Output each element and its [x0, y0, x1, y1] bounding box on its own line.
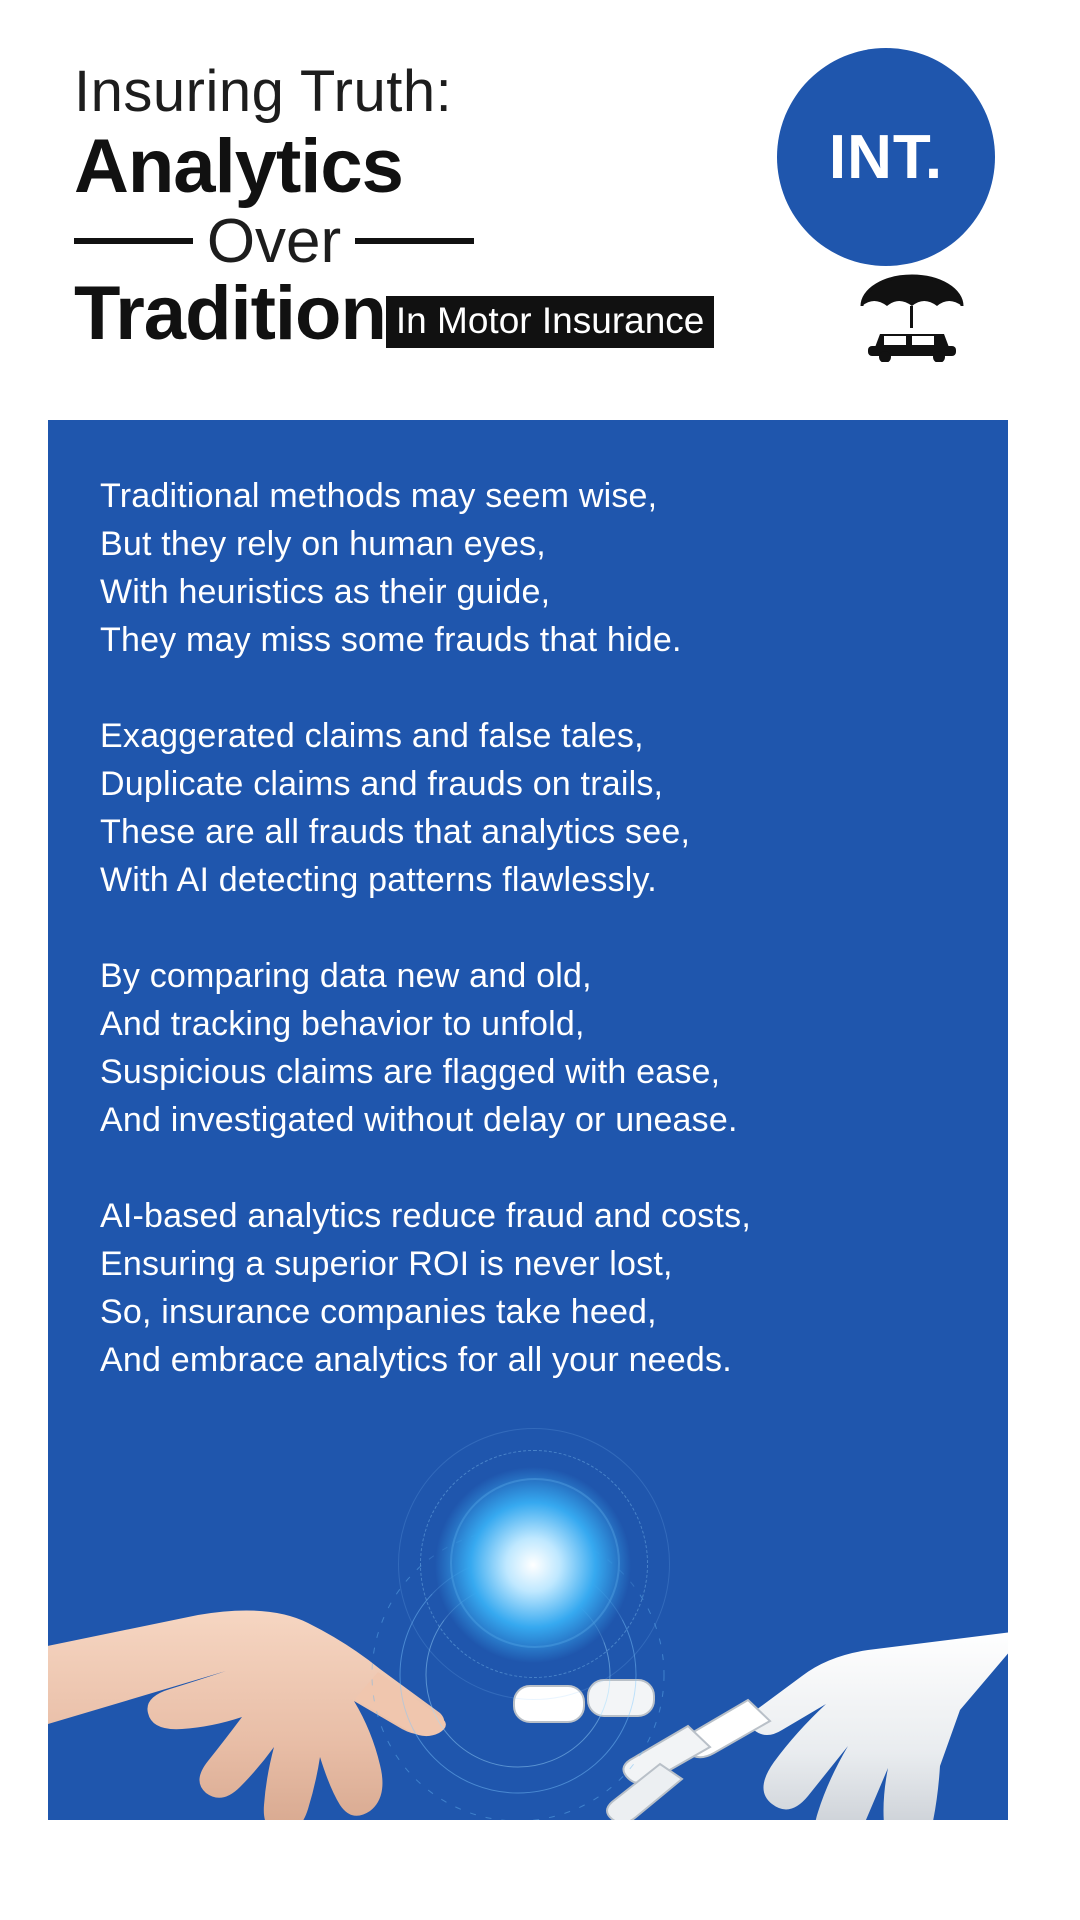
poem-line: AI-based analytics reduce fraud and costs, [100, 1197, 751, 1235]
poem-line: Exaggerated claims and false tales, [100, 717, 644, 755]
poem-line: And embrace analytics for all your needs. [100, 1341, 732, 1379]
page-title-line-4-row [74, 270, 904, 356]
poem-line: Traditional methods may seem wise, [100, 477, 658, 515]
page-title-line-4: Tradition [74, 270, 386, 356]
poem-stanza [100, 952, 960, 1144]
page-title-line-2: Analytics [74, 123, 403, 209]
title-rule-left [74, 238, 193, 244]
poem-body [100, 472, 960, 1432]
page-title-line-3-row [74, 206, 474, 276]
poem-stanza [100, 1192, 960, 1384]
page-title-line-3: Over [206, 206, 342, 276]
poem-stanza [100, 712, 960, 904]
title-rule-right [355, 238, 474, 244]
page-title-line-1: Insuring Truth: [74, 59, 453, 124]
human-and-robot-hands-touching-image [48, 1400, 1008, 1820]
poem-line: But they rely on human eyes, [100, 525, 546, 563]
poem-line: They may miss some frauds that hide. [100, 621, 682, 659]
subtitle-badge: In Motor Insurance [386, 296, 714, 348]
human-hand [48, 1611, 446, 1821]
poem-line: With AI detecting patterns flawlessly. [100, 861, 657, 899]
logo-label: INT. [828, 122, 944, 192]
poem-line: Ensuring a superior ROI is never lost, [100, 1245, 673, 1283]
poem-line: These are all frauds that analytics see, [100, 813, 691, 851]
poem-line: Duplicate claims and frauds on trails, [100, 765, 664, 803]
poem-line: With heuristics as their guide, [100, 573, 551, 611]
ai-connection-glow [428, 1460, 638, 1670]
poem-line: By comparing data new and old, [100, 957, 592, 995]
content-panel [48, 420, 1008, 1820]
poster-header [0, 0, 1080, 420]
poem-stanza [100, 472, 960, 664]
poem-line: And tracking behavior to unfold, [100, 1005, 585, 1043]
int-logo-icon [777, 48, 995, 266]
title-block [74, 59, 904, 356]
umbrella-car-icon [852, 272, 972, 362]
poem-line: And investigated without delay or unease. [100, 1101, 738, 1139]
poem-line: So, insurance companies take heed, [100, 1293, 657, 1331]
poem-line: Suspicious claims are flagged with ease, [100, 1053, 721, 1091]
